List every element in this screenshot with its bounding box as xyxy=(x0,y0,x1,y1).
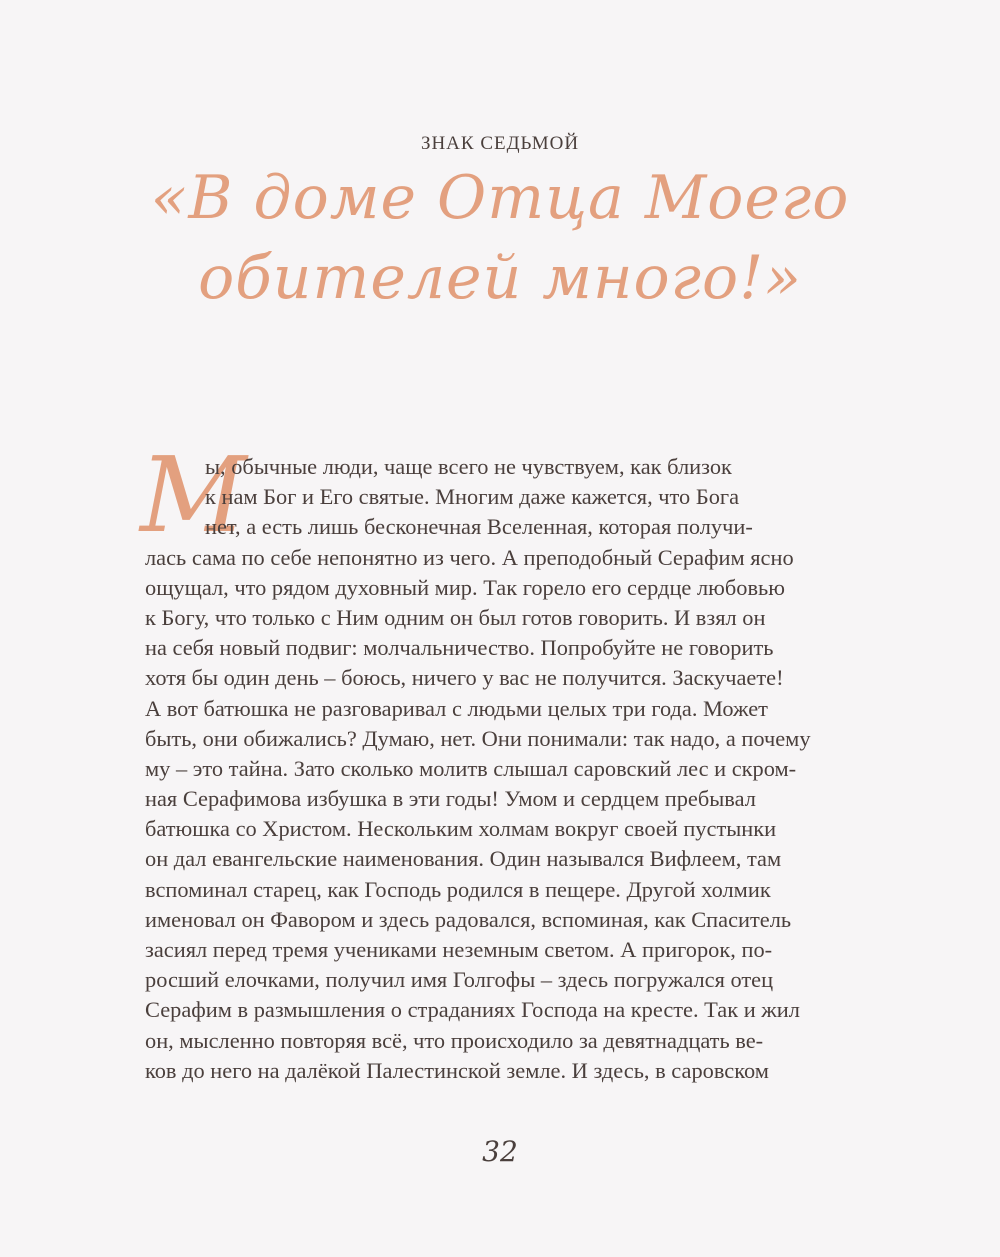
body-line: быть, они обижались? Думаю, нет. Они понимали: так надо, а почему xyxy=(145,725,811,751)
body-line: хотя бы один день – боюсь, ничего у вас не получится. Заскучаете! xyxy=(145,665,784,691)
page-number-text: 32 xyxy=(482,1135,518,1168)
body-line: ы, обычные люди, чаще всего не чувствуем, как близок xyxy=(205,454,732,479)
drop-cap xyxy=(138,434,247,556)
body-line: ков до него на далёкой Палестинской земле. И здесь, в саровском xyxy=(145,1057,769,1083)
body-line: он, мысленно повторяя всё, что происходило за девятнадцать ве- xyxy=(145,1027,764,1053)
body-line: лась сама по себе непонятно из чего. А преподобный Серафим ясно xyxy=(145,544,794,570)
body-line: к Богу, что только с Ним одним он был готов говорить. И взял он xyxy=(145,604,766,630)
body-line: нет, а есть лишь бесконечная Вселенная, которая получи- xyxy=(205,514,753,540)
chapter-title-line-2: обителей много!» xyxy=(198,243,802,313)
drop-cap-letter: М xyxy=(140,434,247,556)
body-line: вспоминал старец, как Господь родился в пещере. Другой холмик xyxy=(145,876,771,902)
body-line: батюшка со Христом. Нескольким холмам вокруг своей пустынки xyxy=(145,816,777,842)
chapter-title-line-1: «В доме Отца Моего xyxy=(150,163,850,233)
body-line: к нам Бог и Его святые. Многим даже кажется, что Бога xyxy=(205,484,740,510)
chapter-kicker: ЗНАК СЕДЬМОЙ xyxy=(420,133,580,154)
chapter-title xyxy=(100,158,900,318)
body-line: Серафим в размышления о страданиях Господа на кресте. Так и жил xyxy=(145,997,800,1023)
body-line: ощущал, что рядом духовный мир. Так горело его сердце любовью xyxy=(145,574,785,600)
body-line: засиял перед тремя учениками неземным светом. А пригорок, по- xyxy=(145,937,773,962)
body-line: ная Серафимова избушка в эти годы! Умом и сердцем пребывал xyxy=(145,786,756,812)
body-line: именовал он Фавором и здесь радовался, вспоминая, как Спаситель xyxy=(145,906,792,932)
body-line: на себя новый подвиг: молчальничество. Попробуйте не говорить xyxy=(145,635,774,661)
page-number xyxy=(470,1133,530,1173)
body-line: он дал евангельские наименования. Один назывался Вифлеем, там xyxy=(145,846,782,872)
body-line: росший елочками, получил имя Голгофы – здесь погружался отец xyxy=(145,967,774,993)
body-line: му – это тайна. Зато сколько молитв слышал саровский лес и скром- xyxy=(145,755,797,781)
body-line: А вот батюшка не разговаривал с людьми целых три года. Может xyxy=(145,695,768,721)
body-paragraph xyxy=(145,452,885,1086)
